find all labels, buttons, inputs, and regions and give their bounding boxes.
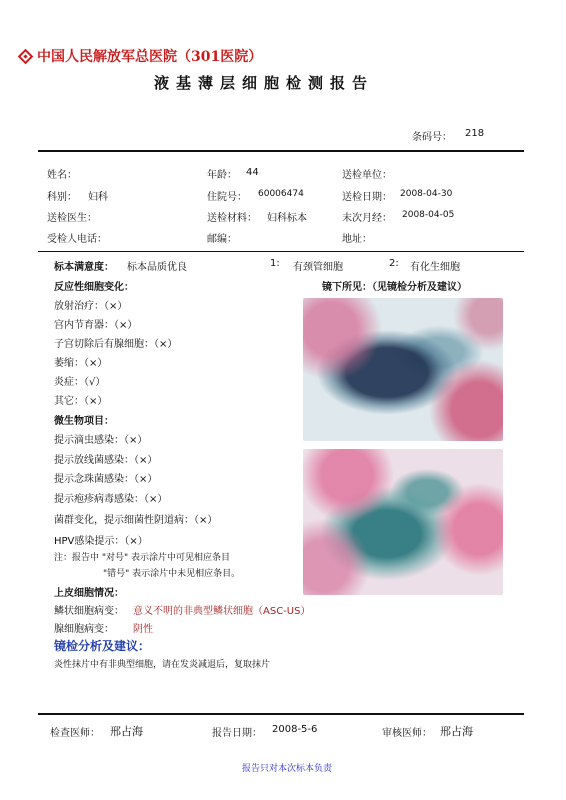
date-label: 送检日期： bbox=[342, 192, 392, 203]
reactive-item: 炎症：（√） bbox=[54, 377, 106, 388]
squamous-value: 意义不明的非典型鳞状细胞（ASC-US） bbox=[133, 606, 311, 617]
micrograph-2 bbox=[303, 449, 503, 595]
reactive-item: 子宫切除后有腺细胞：（×） bbox=[54, 339, 178, 350]
lmp-label: 末次月经： bbox=[342, 213, 392, 224]
reviewer-value: 邢占海 bbox=[440, 725, 473, 738]
footer-rule bbox=[38, 713, 524, 715]
microbe-item: HPV感染提示：（×） bbox=[54, 536, 148, 547]
microbe-item: 提示疱疹病毒感染：（×） bbox=[54, 494, 168, 505]
age-label: 年龄： bbox=[207, 170, 237, 181]
zip-label: 邮编： bbox=[207, 234, 237, 245]
report-title: 液基薄层细胞检测报告 bbox=[154, 74, 375, 92]
specimen-item2: 有化生细胞 bbox=[410, 262, 460, 273]
dept-value: 妇科 bbox=[88, 192, 108, 203]
report-date-value: 2008-5-6 bbox=[272, 724, 318, 735]
header-rule bbox=[38, 150, 524, 152]
disclaimer: 报告只对本次标本负责 bbox=[242, 764, 333, 774]
specimen-item1-no: 1: bbox=[270, 258, 280, 269]
info-rule bbox=[38, 251, 524, 252]
date-value: 2008-04-30 bbox=[400, 189, 453, 199]
specimen-label: 标本满意度： bbox=[54, 262, 114, 273]
microbe-item: 提示滴虫感染：（×） bbox=[54, 435, 148, 446]
specimen-item2-no: 2: bbox=[389, 258, 399, 269]
reactive-item: 其它：（×） bbox=[54, 396, 108, 407]
epithelial-heading: 上皮细胞情况： bbox=[54, 588, 124, 599]
hospital-logo-icon bbox=[18, 49, 34, 65]
inpatient-label: 住院号： bbox=[207, 192, 247, 203]
lmp-value: 2008-04-05 bbox=[402, 210, 455, 220]
reactive-heading: 反应性细胞变化： bbox=[54, 282, 134, 293]
material-label: 送检材料： bbox=[207, 213, 257, 224]
inpatient-value: 60006474 bbox=[258, 189, 304, 199]
reactive-item: 宫内节育器：（×） bbox=[54, 320, 138, 331]
specimen-value: 标本品质优良 bbox=[127, 262, 187, 273]
squamous-label: 鳞状细胞病变： bbox=[54, 606, 124, 617]
reviewer-label: 审核医师： bbox=[382, 728, 432, 739]
phone-label: 受检人电话： bbox=[47, 234, 107, 245]
microbe-item: 提示放线菌感染：（×） bbox=[54, 455, 158, 466]
microbe-heading: 微生物项目： bbox=[54, 416, 114, 427]
report-date-label: 报告日期： bbox=[212, 728, 262, 739]
gland-value: 阴性 bbox=[133, 624, 153, 635]
specimen-item1: 有颈管细胞 bbox=[293, 262, 343, 273]
dept-label: 科别： bbox=[47, 192, 77, 203]
address-label: 地址： bbox=[342, 234, 372, 245]
examiner-value: 邢占海 bbox=[110, 725, 143, 738]
note-line-2: "错号" 表示涂片中未见相应条目。 bbox=[103, 569, 241, 579]
age-value: 44 bbox=[246, 167, 259, 178]
material-value: 妇科标本 bbox=[267, 213, 307, 224]
gland-label: 腺细胞病变： bbox=[54, 624, 114, 635]
microscope-heading: 镜下所见：（见镜检分析及建议） bbox=[322, 282, 467, 293]
doctor-label: 送检医生： bbox=[47, 213, 97, 224]
name-label: 姓名： bbox=[47, 170, 77, 181]
hospital-name bbox=[20, 46, 262, 66]
hospital-name-text: 中国人民解放军总医院（301医院） bbox=[37, 49, 263, 65]
unit-label: 送检单位： bbox=[342, 170, 392, 181]
reactive-item: 放射治疗：（×） bbox=[54, 301, 128, 312]
micrograph-1 bbox=[303, 298, 503, 441]
note-line-1: 注：报告中 "对号" 表示涂片中可见相应条目 bbox=[54, 553, 231, 563]
reactive-item: 萎缩：（×） bbox=[54, 358, 108, 369]
microbe-item: 菌群变化，提示细菌性阴道病：（×） bbox=[54, 515, 218, 526]
analysis-text: 炎性抹片中有非典型细胞，请在发炎减退后，复取抹片 bbox=[54, 660, 271, 670]
examiner-label: 检查医师： bbox=[50, 728, 100, 739]
barcode-label: 条码号： bbox=[412, 132, 452, 143]
analysis-heading: 镜检分析及建议： bbox=[54, 639, 151, 653]
microbe-item: 提示念珠菌感染：（×） bbox=[54, 474, 158, 485]
barcode-value: 218 bbox=[465, 128, 485, 139]
